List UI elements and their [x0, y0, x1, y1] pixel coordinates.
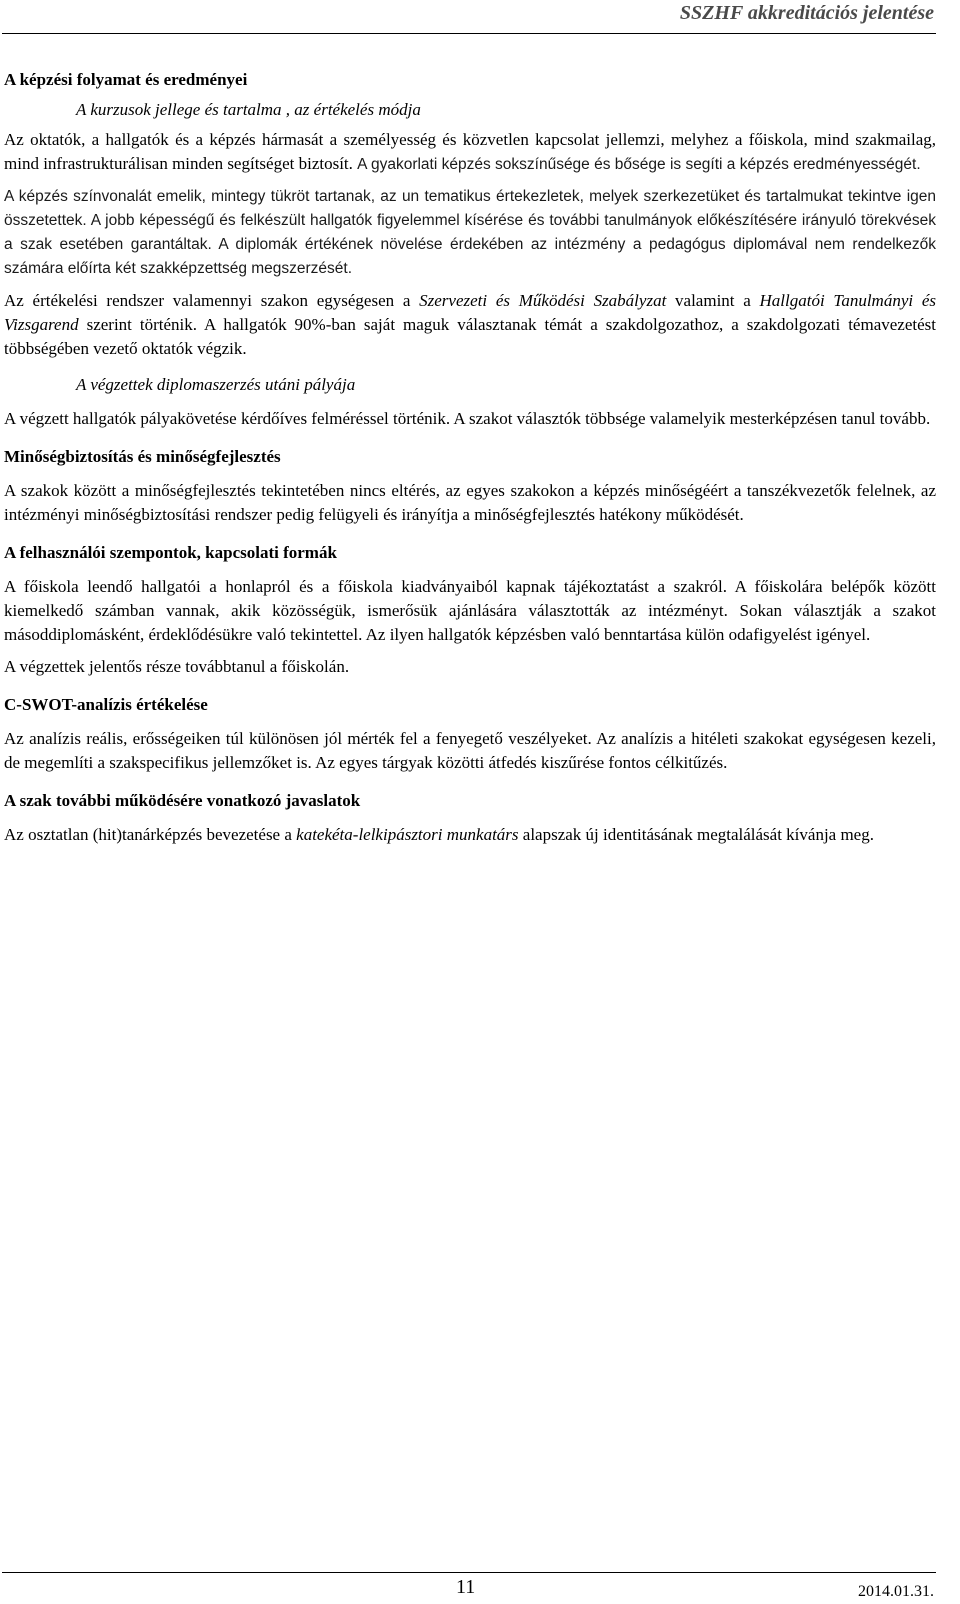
- section-heading-cswot: C-SWOT-analízis értékelése: [4, 695, 208, 714]
- page-header: [0, 0, 960, 32]
- paragraph-oktatok-text: Az oktatók, a hallgatók és a képzés hármasát a személyesség és közvetlen kapcsolat jellemzi, melyhez a főiskola, mind szakmailag, mind infrastrukturálisan minden segítséget biztosít.: [4, 130, 936, 173]
- section-heading-felhasznaloi: A felhasználói szempontok, kapcsolati formák: [4, 543, 337, 562]
- p3-part-b: valamint a: [675, 291, 751, 310]
- paragraph-javaslat: [4, 823, 936, 847]
- paragraph-leendo-hallgatok: A főiskola leendő hallgatói a honlapról és a főiskola kiadványaiból kapnak tájékoztatást a szakról. A főiskolára belépők között kiemelkedő számban vannak, akik közösségük, ismerősük ajánlására választották az intézményt. Sokan választják a szakot másoddiplomásként, érdeklődésükre való tekintettel. Az ilyen hallgatók képzésben való benntartása külön odafigyelést igényel.: [4, 577, 936, 644]
- paragraph-palyakovetes: A végzett hallgatók pályakövetése kérdőíves felméréssel történik. A szakot választók többsége valamelyik mesterképzésen tanul tovább.: [4, 409, 931, 428]
- section-heading-minosegbiztositas: Minőségbiztosítás és minőségfejlesztés: [4, 447, 281, 466]
- paragraph-analizis: Az analízis reális, erősségeiken túl különösen jól mérték fel a fenyegető veszélyeket. Az analízis a hitéleti szakokat egységesen kezeli, de megemlíti a szakspecifikus jellemzőket is. Az egyes tárgyak közötti átfedés kiszűrése fontos célkitűzés.: [4, 729, 936, 772]
- page-number: 11: [456, 1576, 476, 1598]
- section-heading-javaslatok: A szak további működésére vonatkozó javaslatok: [4, 791, 361, 810]
- page-footer: [0, 1572, 960, 1601]
- paragraph-kepzes-szinvonal-text-b: A jobb képességű és felkészült hallgatók figyelemmel kísérése és további tanulmányok előkészítésére irányuló törekvések a szak esetében garantáltak. A diplomák értékének növelése érdekében az intézmény a pedagógus diplomával nem rendelkezők számára előírta két szakképzettség megszerzését.: [4, 212, 937, 277]
- p3-italic-htvr: Hallgatói Tanulmányi és Vizsgarend: [4, 291, 936, 334]
- paragraph-oktatok-text-b: A gyakorlati képzés sokszínűsége és bősége is segíti a képzés eredményességét.: [357, 156, 921, 173]
- paragraph-minosegfejlesztes: A szakok között a minőségfejlesztés tekintetében nincs eltérés, az egyes szakokon a képzés minőségéért a tanszékvezetők felelnek, az intézményi minőségbiztosítási rendszer pedig felügyeli és irányítja a minőségfejlesztés hatékony működését.: [4, 481, 936, 524]
- header-title: SSZHF akkreditációs jelentése: [679, 2, 934, 24]
- section-heading-kepzesi-folyamat: A képzési folyamat és eredményei: [4, 70, 248, 89]
- paragraph-kepzes-szinvonal-text: A képzés színvonalát emelik, mintegy tükröt tartanak, az un tematikus értekezletek, melyek szerkezetüket és tartalmukat tekintve igen összetettek.: [4, 188, 936, 229]
- p-javaslat-italic: katekéta-lelkipásztori munkatárs: [296, 825, 519, 844]
- p3-italic-szmsz: Szervezeti és Működési Szabályzat: [419, 291, 667, 310]
- paragraph-kepzes-szinvonal: [4, 185, 936, 281]
- subheading-kurzusok: A kurzusok jellege és tartalma , az értékelés módja: [76, 100, 421, 119]
- paragraph-ertekelesi-rendszer: [4, 289, 936, 361]
- p-javaslat-part-b: alapszak új identitásának megtalálását kívánja meg.: [522, 825, 874, 844]
- paragraph-vegzettek-tovabbtanul: A végzettek jelentős része továbbtanul a főiskolán.: [4, 657, 350, 676]
- document-body: [4, 68, 936, 847]
- p-javaslat-part-a: Az osztatlan (hit)tanárképzés bevezetése a: [4, 825, 292, 844]
- footer-date: 2014.01.31.: [858, 1583, 934, 1600]
- header-rule: [2, 33, 936, 34]
- subheading-vegzettek: A végzettek diplomaszerzés utáni pályája: [76, 375, 356, 394]
- p3-part-c: szerint történik. A hallgatók 90%-ban saját maguk választanak témát a szakdolgozathoz, a szakdolgozati témavezetést többségében vezető oktatók végzik.: [4, 315, 936, 358]
- paragraph-oktatok: [4, 128, 936, 177]
- p3-part-a: Az értékelési rendszer valamennyi szakon egységesen a: [4, 291, 411, 310]
- footer-rule: [2, 1572, 936, 1573]
